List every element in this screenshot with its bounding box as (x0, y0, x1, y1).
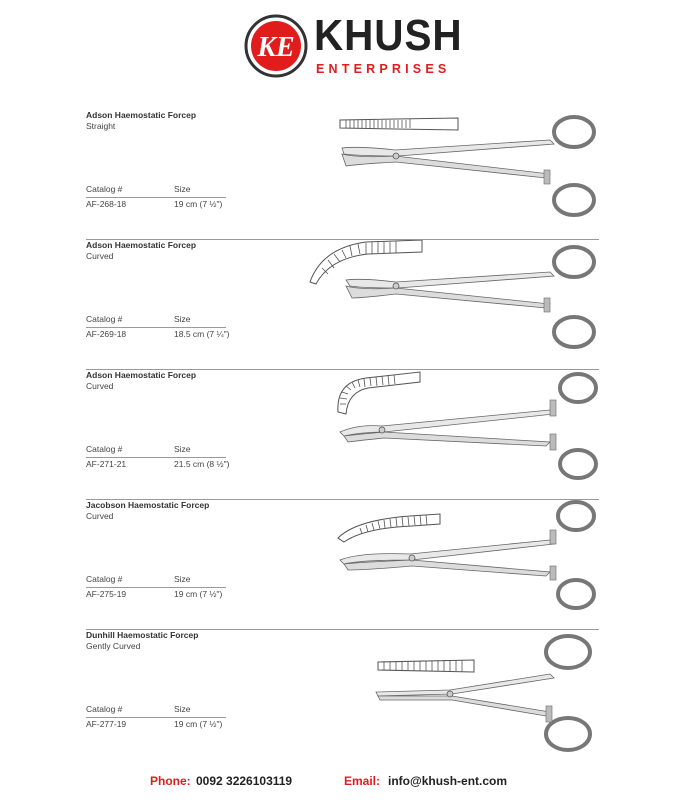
product-size: 18.5 cm (7 ¼") (174, 329, 230, 339)
catalog-number: AF-277-19 (86, 719, 127, 729)
product-card (0, 240, 689, 370)
catalog-label: Catalog # (86, 314, 123, 324)
product-variant: Gently Curved (86, 641, 141, 651)
product-card (0, 370, 689, 500)
catalog-label: Catalog # (86, 704, 123, 714)
product-variant: Curved (86, 381, 114, 391)
size-label: Size (174, 704, 191, 714)
catalog-number: AF-275-19 (86, 589, 127, 599)
product-card (0, 630, 689, 760)
forcep-curved-icon (300, 500, 620, 625)
brand-name: KHUSH (314, 11, 463, 60)
catalog-number: AF-268-18 (86, 199, 127, 209)
logo-mark-text: KE (257, 32, 295, 63)
product-size: 19 cm (7 ½") (174, 719, 223, 729)
label-divider (86, 587, 226, 588)
catalog-number: AF-269-18 (86, 329, 127, 339)
label-divider (86, 327, 226, 328)
catalog-number: AF-271-21 (86, 459, 127, 469)
catalog-label: Catalog # (86, 574, 123, 584)
forcep-curved-icon (300, 240, 620, 365)
product-variant: Straight (86, 121, 116, 131)
product-name: Jacobson Haemostatic Forcep (86, 500, 210, 510)
product-name: Dunhill Haemostatic Forcep (86, 630, 199, 640)
phone-number[interactable]: 0092 3226103119 (196, 774, 293, 788)
product-size: 19 cm (7 ½") (174, 589, 223, 599)
email-address[interactable]: info@khush-ent.com (388, 774, 508, 788)
product-size: 21.5 cm (8 ½") (174, 459, 230, 469)
catalog-label: Catalog # (86, 444, 123, 454)
product-size: 19 cm (7 ½") (174, 199, 223, 209)
product-name: Adson Haemostatic Forcep (86, 110, 197, 120)
forcep-curved-icon (300, 370, 620, 495)
size-label: Size (174, 444, 191, 454)
product-card (0, 500, 689, 630)
forcep-straight-icon (300, 110, 620, 235)
contact-footer (0, 774, 689, 794)
email-label: Email: (344, 774, 381, 788)
phone-label: Phone: (150, 774, 191, 788)
page-header (0, 0, 689, 90)
size-label: Size (174, 314, 191, 324)
size-label: Size (174, 574, 191, 584)
label-divider (86, 457, 226, 458)
product-name: Adson Haemostatic Forcep (86, 240, 197, 250)
size-label: Size (174, 184, 191, 194)
forcep-gently-curved-icon (300, 630, 620, 755)
label-divider (86, 717, 226, 718)
label-divider (86, 197, 226, 198)
product-variant: Curved (86, 511, 114, 521)
product-name: Adson Haemostatic Forcep (86, 370, 197, 380)
brand-subtitle: ENTERPRISES (316, 62, 451, 76)
brand-text (314, 11, 475, 76)
product-variant: Curved (86, 251, 114, 261)
catalog-label: Catalog # (86, 184, 123, 194)
product-card (0, 110, 689, 240)
brand-logo-icon (244, 14, 308, 78)
